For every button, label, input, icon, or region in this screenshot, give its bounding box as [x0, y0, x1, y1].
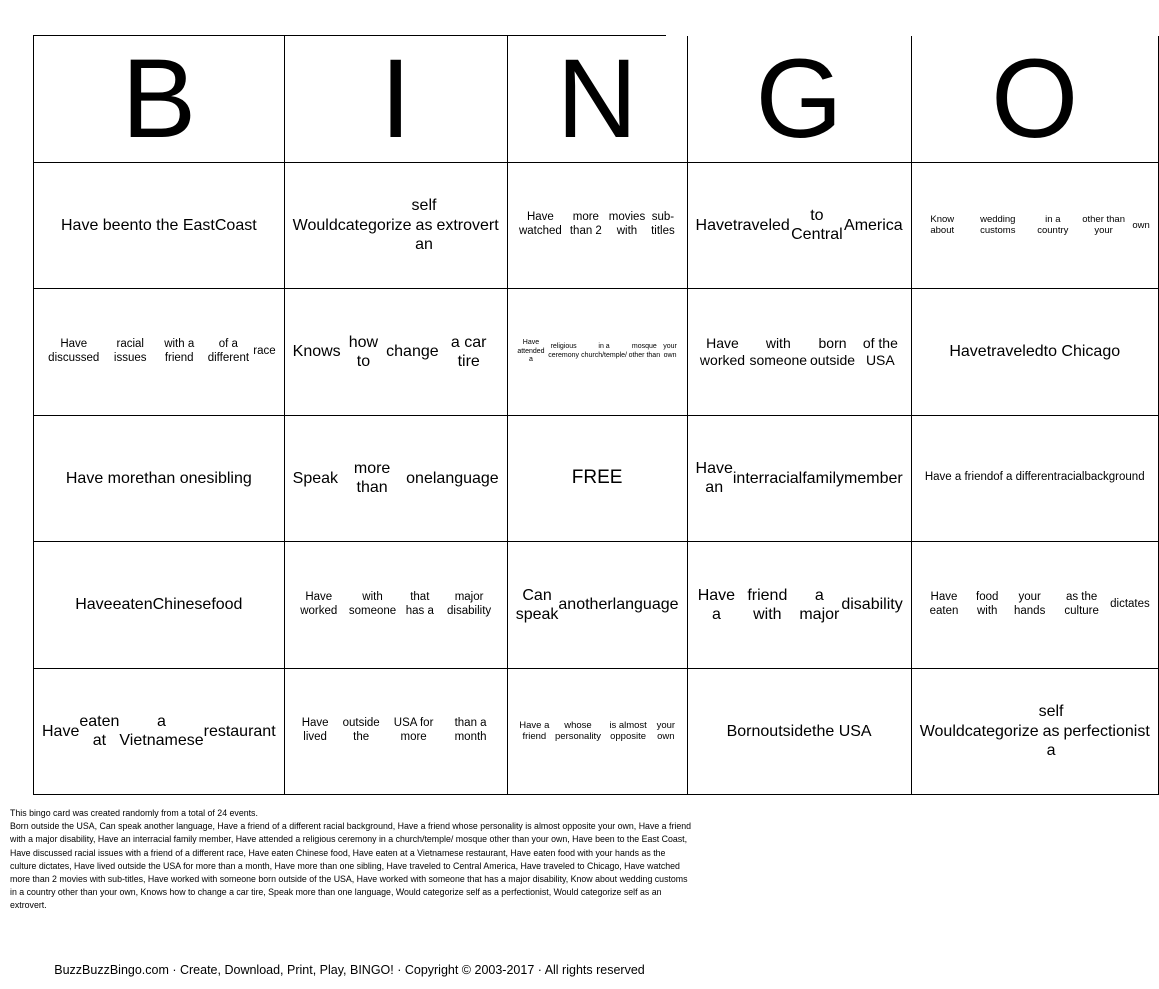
- square-text-line: how to: [348, 333, 379, 370]
- square-text-line: self as a: [1038, 703, 1064, 759]
- square-text-line: to Chicago: [1043, 343, 1121, 361]
- bingo-card: [33, 35, 1150, 795]
- bingo-square: [285, 289, 508, 416]
- bingo-square: [912, 542, 1159, 669]
- square-text-line: mosque other than: [628, 343, 661, 359]
- bingo-square: [688, 163, 912, 290]
- square-text-line: background: [1084, 471, 1145, 484]
- square-text-line: a major: [799, 586, 840, 623]
- square-text-line: language: [432, 469, 499, 487]
- square-text-line: Have a friend: [519, 719, 550, 743]
- square-text-line: traveled: [732, 216, 790, 234]
- square-text-line: movies with: [608, 211, 646, 238]
- square-text-line: disability: [841, 596, 903, 614]
- bingo-square: [285, 416, 508, 543]
- info-summary: This bingo card was created randomly from a total of 24 events.: [10, 808, 258, 818]
- square-text-line: interracial: [732, 469, 803, 487]
- square-text-line: change: [386, 343, 439, 361]
- square-text-line: language: [612, 596, 679, 614]
- bingo-square: [285, 163, 508, 290]
- square-text-line: than one: [144, 469, 207, 487]
- square-text-line: Have eaten: [929, 590, 959, 617]
- square-text-line: racial issues: [113, 337, 147, 364]
- bingo-square: [285, 669, 508, 796]
- square-text-line: religious ceremony: [548, 343, 579, 359]
- square-text-line: with someone: [749, 334, 808, 368]
- square-text-line: outside the: [342, 717, 380, 744]
- square-text-line: more than 2: [569, 211, 602, 238]
- square-text-line: as the culture: [1064, 590, 1099, 617]
- square-text-line: to the East: [138, 216, 215, 234]
- card-info: [10, 807, 692, 913]
- square-text-line: dictates: [1110, 597, 1150, 610]
- header-letter-b: B: [34, 36, 285, 163]
- square-text-line: Have: [695, 216, 733, 234]
- square-text-line: America: [844, 216, 903, 234]
- square-text-line: one: [406, 469, 433, 487]
- free-space: [508, 416, 688, 543]
- square-text-line: to Central: [791, 207, 843, 244]
- square-text-line: extrovert: [436, 216, 499, 234]
- square-text-line: whose personality: [555, 719, 601, 743]
- square-text-line: food: [211, 596, 243, 614]
- square-text-line: Have attended a: [517, 339, 545, 363]
- square-text-line: your hands: [1014, 590, 1046, 617]
- square-text-line: more than: [353, 460, 391, 497]
- square-text-line: with a friend: [164, 337, 195, 364]
- bingo-square: [508, 163, 688, 290]
- bingo-square: [688, 669, 912, 796]
- square-text-line: eaten: [112, 596, 153, 614]
- square-text-line: Have been: [60, 216, 139, 234]
- footer-copyright: BuzzBuzzBingo.com · Create, Download, Print, Play, BINGO! · Copyright © 2003-2017 · All rights reserved: [54, 963, 645, 977]
- bingo-square: [285, 542, 508, 669]
- square-text-line: is almost opposite: [609, 719, 647, 743]
- square-text-line: in a country: [1037, 213, 1069, 237]
- square-text-line: other than your: [1082, 213, 1125, 237]
- bingo-square: [34, 289, 285, 416]
- info-event-list: Born outside the USA, Can speak another language, Have a friend of a different racial background, Have a friend whose personality is almost opposite your own, Have a friend with a major disability, Have an interracial family member, Have attended a religious ceremony in a church/temple/ mosque other than your own, Have been to the East Coast, Have discussed racial issues with a friend of a different race, Have eaten Chinese food, Have eaten at a Vietnamese restaurant, Have eaten food with your hands as the culture dictates, Have lived outside the USA for more than a month, Have more than one sibling, Have traveled to Central America, Have traveled to Chicago, Have watched more than 2 movies with sub-titles, Have worked with someone born outside of the USA, Have worked with someone that has a major disability, Know about wedding customs in a country other than your own, Knows how to change a car tire, Speak more than one language, Would categorize self as a perfectionist, Would categorize self as an extrovert.: [10, 821, 692, 911]
- square-text-line: sub-titles: [651, 211, 675, 238]
- square-text-line: Speak: [292, 469, 339, 487]
- bingo-square: [912, 416, 1159, 543]
- square-text-line: of a different: [993, 471, 1057, 484]
- square-text-line: Have: [42, 722, 80, 740]
- bingo-square: [508, 542, 688, 669]
- header-letter-i: I: [285, 36, 508, 163]
- bingo-square: [34, 163, 285, 290]
- square-text-line: self as an: [411, 197, 437, 253]
- square-text-line: friend with: [747, 586, 788, 623]
- square-text-line: another: [558, 596, 613, 614]
- bingo-square: [688, 289, 912, 416]
- square-text-line: Knows: [292, 343, 341, 361]
- bingo-square: [688, 542, 912, 669]
- bingo-square: [34, 542, 285, 669]
- header-letter-o: O: [912, 36, 1159, 163]
- square-text-line: your own: [656, 719, 676, 743]
- square-text-line: in a church/temple/: [581, 343, 627, 359]
- square-text-line: your own: [663, 343, 677, 359]
- square-text-line: born outside: [809, 334, 856, 368]
- square-text-line: Have an: [695, 460, 733, 497]
- square-text-line: Know about: [930, 213, 955, 237]
- square-text-line: perfectionist: [1063, 722, 1150, 740]
- square-text-line: Have: [75, 596, 113, 614]
- square-text-line: a Vietnamese: [119, 713, 204, 750]
- bingo-square: [34, 669, 285, 796]
- square-text-line: family: [802, 469, 845, 487]
- square-text-line: Can speak: [515, 586, 559, 623]
- square-text-line: the USA: [812, 722, 872, 740]
- square-text-line: traveled: [986, 343, 1044, 361]
- square-text-line: food with: [976, 590, 999, 617]
- square-text-line: own: [1132, 219, 1150, 231]
- header-letter-n: N: [508, 36, 688, 163]
- square-text-line: of the USA: [862, 334, 898, 368]
- square-text-line: racial: [1057, 471, 1085, 484]
- square-text-line: Have a: [697, 586, 736, 623]
- square-text-line: sibling: [206, 469, 252, 487]
- square-text-line: Have worked: [699, 334, 746, 368]
- bingo-square: [912, 163, 1159, 290]
- square-text-line: Have: [949, 343, 987, 361]
- square-text-line: FREE: [571, 466, 623, 488]
- bingo-square: [508, 289, 688, 416]
- square-text-line: Have watched: [518, 211, 562, 238]
- square-text-line: outside: [760, 722, 812, 740]
- square-text-line: a car tire: [450, 333, 487, 370]
- bingo-square: [912, 669, 1159, 796]
- square-text-line: that has a: [405, 590, 434, 617]
- square-text-line: than a month: [454, 717, 487, 744]
- square-text-line: Chinese: [152, 596, 212, 614]
- square-text-line: Born: [726, 722, 761, 740]
- bingo-square: [508, 669, 688, 796]
- bingo-square: [688, 416, 912, 543]
- square-text-line: Would: [919, 722, 965, 740]
- square-text-line: wedding customs: [980, 213, 1016, 237]
- square-text-line: Have a friend: [924, 471, 994, 484]
- square-text-line: categorize: [964, 722, 1039, 740]
- square-text-line: of a different: [207, 337, 250, 364]
- square-text-line: member: [844, 469, 903, 487]
- square-text-line: Coast: [214, 216, 257, 234]
- square-text-line: categorize: [337, 216, 412, 234]
- bingo-square: [912, 289, 1159, 416]
- square-text-line: Have lived: [301, 717, 329, 744]
- square-text-line: Have worked: [300, 590, 338, 617]
- square-text-line: restaurant: [203, 722, 276, 740]
- square-text-line: race: [253, 344, 276, 357]
- bingo-square: [34, 416, 285, 543]
- square-text-line: eaten at: [79, 713, 120, 750]
- header-letter-g: G: [688, 36, 912, 163]
- square-text-line: Would: [292, 216, 338, 234]
- square-text-line: Have discussed: [48, 337, 100, 364]
- square-text-line: USA for more: [393, 717, 434, 744]
- square-text-line: major disability: [447, 590, 492, 617]
- square-text-line: with someone: [348, 590, 397, 617]
- square-text-line: Have more: [65, 469, 145, 487]
